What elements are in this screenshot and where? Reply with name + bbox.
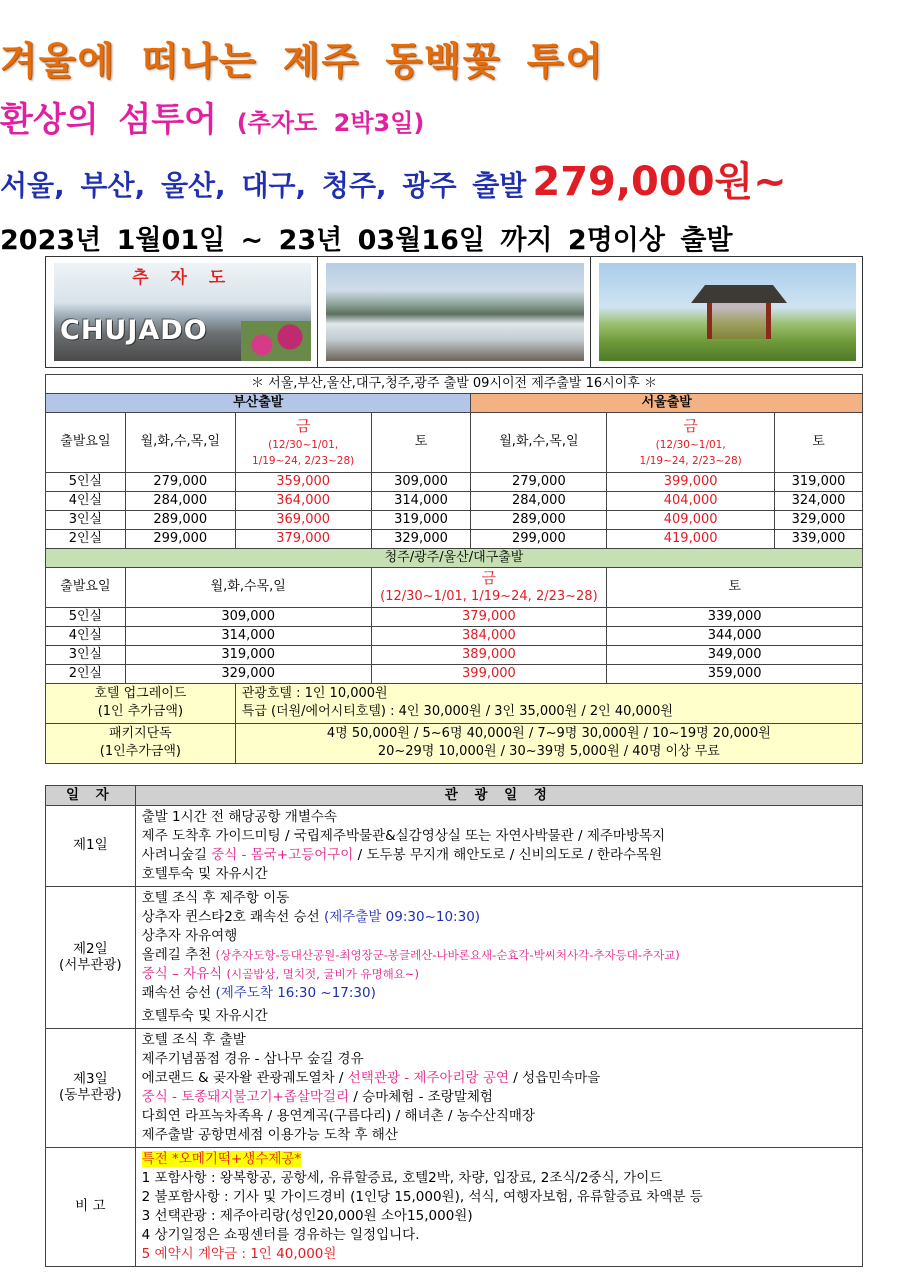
busan-header: 부산출발 bbox=[46, 394, 471, 413]
notes-content bbox=[135, 1148, 862, 1267]
schedule-day-1 bbox=[46, 806, 863, 887]
route-text: (상추자도항-등대산공원-최영장군-봉글레산-나바론요새-순효각-박씨처사각-추자등대-추자교) bbox=[215, 948, 680, 962]
room-type: 2인실 bbox=[46, 665, 126, 684]
note-line: 1 포함사항 : 왕복항공, 공항세, 유류할증료, 호텔2박, 차량, 입장료, 2조식/2중식, 가이드 bbox=[141, 1170, 663, 1186]
hotel-upgrade-label bbox=[46, 684, 236, 724]
price-cell: 399,000 bbox=[371, 665, 607, 684]
price-cell: 314,000 bbox=[125, 627, 371, 646]
room-type: 2인실 bbox=[46, 530, 126, 549]
price-cell: 369,000 bbox=[235, 511, 371, 530]
friday-label: 금 bbox=[295, 416, 311, 435]
itinerary-text: / 도두봉 무지개 해안도로 / 신비의도로 / 한라수목원 bbox=[357, 847, 663, 863]
photo-pavilion bbox=[591, 257, 862, 367]
starting-price: 279,000원~ bbox=[532, 159, 787, 205]
itinerary-line bbox=[142, 965, 856, 984]
lunch-note: (시골밥상, 멸치젓, 굴비가 유명해요~) bbox=[226, 967, 419, 981]
itinerary-line bbox=[142, 1088, 856, 1107]
price-cell: 389,000 bbox=[371, 646, 607, 665]
room-type: 4인실 bbox=[46, 627, 126, 646]
price-cell: 309,000 bbox=[371, 473, 471, 492]
photo-chujado-sign bbox=[46, 257, 318, 367]
price-cell: 399,000 bbox=[607, 473, 775, 492]
itinerary-line: 호텔투숙 및 자유시간 bbox=[141, 1008, 268, 1024]
day-content bbox=[135, 806, 862, 887]
saturday-header: 토 bbox=[607, 568, 863, 608]
price-cell: 329,000 bbox=[775, 511, 863, 530]
friday-header bbox=[607, 413, 775, 473]
chujado-sign: CHUJADO bbox=[60, 315, 208, 346]
price-cell: 319,000 bbox=[775, 473, 863, 492]
day-content bbox=[135, 887, 862, 1029]
schedule-table bbox=[45, 785, 863, 1267]
itinerary-line: 호텔 조식 후 제주항 이동 bbox=[141, 890, 290, 906]
notes-label: 비 고 bbox=[46, 1148, 136, 1267]
hotel-upgrade-line: 특급 (더원/에어시티호텔) : 4인 30,000원 / 3인 35,000원 / 2인 40,000원 bbox=[241, 704, 673, 719]
itinerary-line bbox=[142, 946, 856, 965]
price-cell: 324,000 bbox=[775, 492, 863, 511]
photo-label: 추 자 도 bbox=[132, 268, 234, 288]
table-row bbox=[46, 665, 863, 684]
itinerary-text: 상추자 퀸스타2호 쾌속선 승선 bbox=[141, 909, 320, 925]
price-cell: 319,000 bbox=[371, 511, 471, 530]
price-cell: 329,000 bbox=[371, 530, 471, 549]
price-cell: 344,000 bbox=[607, 627, 863, 646]
time-text: (제주도착 16:30 ~17:30) bbox=[215, 985, 376, 1001]
friday-note: 1/19~24, 2/23~28) bbox=[639, 455, 742, 468]
price-cell: 379,000 bbox=[371, 608, 607, 627]
day-title: 제3일 bbox=[73, 1071, 108, 1088]
friday-header bbox=[235, 413, 371, 473]
price-cell: 299,000 bbox=[471, 530, 607, 549]
itinerary-text: / 성읍민속마을 bbox=[513, 1070, 601, 1086]
price-cell: 284,000 bbox=[125, 492, 235, 511]
friday-header bbox=[371, 568, 607, 608]
photo-strip bbox=[45, 256, 863, 368]
day-label bbox=[46, 887, 136, 1029]
lunch-text: 중식 - 몸국+고등어구이 bbox=[211, 847, 354, 863]
table-row bbox=[46, 530, 863, 549]
schedule-day-header: 일 자 bbox=[46, 786, 136, 806]
itinerary-line: 상추자 자유여행 bbox=[141, 928, 238, 944]
package-details bbox=[235, 724, 862, 764]
special-benefit-line bbox=[142, 1150, 856, 1169]
price-cell: 384,000 bbox=[371, 627, 607, 646]
table-row bbox=[46, 608, 863, 627]
day-subtitle: (서부관광) bbox=[58, 956, 122, 973]
itinerary-line bbox=[142, 1069, 856, 1088]
itinerary-line: 제주출발 공항면세점 이용가능 도착 후 해산 bbox=[141, 1127, 398, 1143]
table-row bbox=[46, 627, 863, 646]
itinerary-text: / 승마체험 - 조랑말체험 bbox=[353, 1089, 493, 1105]
weekday-header: 월,화,수목,일 bbox=[125, 568, 371, 608]
day-content bbox=[135, 1029, 862, 1148]
itinerary-line: 다희연 라프녹차족욕 / 용연계곡(구름다리) / 해녀촌 / 농수산직매장 bbox=[141, 1108, 535, 1124]
price-cell: 339,000 bbox=[775, 530, 863, 549]
day-label bbox=[46, 1029, 136, 1148]
price-cell: 404,000 bbox=[607, 492, 775, 511]
schedule-day-2 bbox=[46, 887, 863, 1029]
room-type: 4인실 bbox=[46, 492, 126, 511]
day-title: 제2일 bbox=[73, 940, 108, 957]
room-type: 3인실 bbox=[46, 646, 126, 665]
package-line: 4명 50,000원 / 5~6명 40,000원 / 7~9명 30,000원 / 10~19명 20,000원 bbox=[326, 726, 771, 742]
price-cell: 279,000 bbox=[471, 473, 607, 492]
price-cell: 279,000 bbox=[125, 473, 235, 492]
price-cell: 284,000 bbox=[471, 492, 607, 511]
optional-tour-text: 선택관광 - 제주아리랑 공연 bbox=[347, 1070, 509, 1086]
price-cell: 319,000 bbox=[125, 646, 371, 665]
price-cell: 329,000 bbox=[125, 665, 371, 684]
price-cell: 289,000 bbox=[471, 511, 607, 530]
cheongju-header: 청주/광주/울산/대구출발 bbox=[46, 549, 863, 568]
itinerary-line bbox=[142, 984, 856, 1003]
hotel-upgrade-subtitle: (1인 추가금액) bbox=[97, 704, 184, 719]
itinerary-text: 올레길 추천 bbox=[141, 947, 212, 963]
table-row bbox=[46, 473, 863, 492]
price-cell: 364,000 bbox=[235, 492, 371, 511]
day-header: 출발요일 bbox=[46, 413, 126, 473]
seoul-header: 서울출발 bbox=[471, 394, 863, 413]
table-row bbox=[46, 492, 863, 511]
price-cell: 409,000 bbox=[607, 511, 775, 530]
saturday-header: 토 bbox=[371, 413, 471, 473]
hotel-upgrade-details bbox=[235, 684, 862, 724]
price-cell: 314,000 bbox=[371, 492, 471, 511]
sub-title-duration: (추자도 2박3일) bbox=[236, 109, 425, 137]
itinerary-line: 제주기념품점 경유 - 삼나무 숲길 경유 bbox=[141, 1051, 364, 1067]
price-cell: 419,000 bbox=[607, 530, 775, 549]
itinerary-text: 쾌속선 승선 bbox=[141, 985, 212, 1001]
hotel-upgrade-line: 관광호텔 : 1인 10,000원 bbox=[241, 686, 388, 702]
departure-cities: 서울, 부산, 울산, 대구, 청주, 광주 출발 bbox=[0, 169, 527, 202]
note-line: 3 선택관광 : 제주아리랑(성인20,000원 소아15,000원) bbox=[141, 1208, 473, 1224]
photo-seashore bbox=[318, 257, 590, 367]
special-benefit: 특전 *오메기떡+생수제공* bbox=[141, 1151, 302, 1167]
friday-note: (12/30~1/01, 1/19~24, 2/23~28) bbox=[380, 589, 598, 605]
sub-title bbox=[0, 92, 905, 141]
day-header: 출발요일 bbox=[46, 568, 126, 608]
lunch-text: 중식 – 자유식 bbox=[141, 966, 223, 982]
flowers-decoration bbox=[241, 321, 311, 361]
period-line: 2023년 1월01일 ~ 23년 03월16일 까지 2명이상 출발 bbox=[0, 225, 733, 256]
time-text: (제주출발 09:30~10:30) bbox=[323, 909, 481, 925]
hotel-upgrade-title: 호텔 업그레이드 bbox=[94, 686, 187, 702]
note-line: 4 상기일정은 쇼핑센터를 경유하는 일정입니다. bbox=[141, 1227, 420, 1243]
day-label: 제1일 bbox=[46, 806, 136, 887]
room-type: 5인실 bbox=[46, 608, 126, 627]
table-row bbox=[46, 646, 863, 665]
price-cell: 309,000 bbox=[125, 608, 371, 627]
price-table bbox=[45, 374, 863, 764]
table-row bbox=[46, 511, 863, 530]
weekday-header: 월,화,수,목,일 bbox=[125, 413, 235, 473]
package-title: 패키지단독 bbox=[108, 726, 172, 742]
friday-note: (12/30~1/01, bbox=[655, 439, 726, 452]
price-cell: 379,000 bbox=[235, 530, 371, 549]
itinerary-line: 호텔투숙 및 자유시간 bbox=[141, 866, 268, 882]
price-cell: 299,000 bbox=[125, 530, 235, 549]
departure-price-line bbox=[0, 150, 905, 207]
lunch-text: 중식 - 토종돼지불고기+좁살막걸리 bbox=[141, 1089, 350, 1105]
schedule-day-3 bbox=[46, 1029, 863, 1148]
friday-note: 1/19~24, 2/23~28) bbox=[252, 455, 355, 468]
friday-label: 금 bbox=[481, 568, 497, 587]
deposit-line: 5 예약시 계약금 : 1인 40,000원 bbox=[141, 1246, 337, 1262]
itinerary-line: 출발 1시간 전 해당공항 개별수속 bbox=[141, 809, 337, 825]
friday-label: 금 bbox=[683, 416, 698, 435]
note-line: 2 불포함사항 : 기사 및 가이드경비 (1인당 15,000원), 석식, 여행자보험, 유류할증료 차액분 등 bbox=[141, 1189, 703, 1205]
package-label bbox=[46, 724, 236, 764]
itinerary-line: 제주 도착후 가이드미팅 / 국립제주박물관&실감영상실 또는 자연사박물관 / 제주마방목지 bbox=[141, 828, 666, 844]
package-line: 20~29명 10,000원 / 30~39명 5,000원 / 40명 이상 무료 bbox=[377, 744, 720, 759]
itinerary-line bbox=[142, 908, 856, 927]
package-subtitle: (1인추가금액) bbox=[99, 744, 181, 759]
sub-title-main: 환상의 섬투어 bbox=[0, 100, 217, 140]
schedule-notes bbox=[46, 1148, 863, 1267]
schedule-content-header: 관 광 일 정 bbox=[135, 786, 862, 806]
main-title: 겨울에 떠나는 제주 동백꽃 투어 bbox=[0, 39, 605, 83]
friday-note: (12/30~1/01, bbox=[268, 439, 339, 452]
itinerary-line bbox=[142, 846, 856, 865]
price-cell: 349,000 bbox=[607, 646, 863, 665]
room-type: 5인실 bbox=[46, 473, 126, 492]
itinerary-text: 에코랜드 & 곶자왈 관광궤도열차 / bbox=[141, 1070, 344, 1086]
saturday-header: 토 bbox=[775, 413, 863, 473]
pavilion-icon bbox=[691, 285, 787, 345]
day-subtitle: (동부관광) bbox=[58, 1087, 122, 1103]
departure-notice: ＊ 서울,부산,울산,대구,청주,광주 출발 09시이전 제주출발 16시이후 ＊ bbox=[46, 375, 863, 394]
price-cell: 289,000 bbox=[125, 511, 235, 530]
room-type: 3인실 bbox=[46, 511, 126, 530]
price-cell: 359,000 bbox=[235, 473, 371, 492]
weekday-header: 월,화,수,목,일 bbox=[471, 413, 607, 473]
itinerary-text: 사려니숲길 bbox=[141, 847, 207, 863]
itinerary-line: 호텔 조식 후 출발 bbox=[141, 1032, 246, 1048]
price-cell: 339,000 bbox=[607, 608, 863, 627]
price-cell: 359,000 bbox=[607, 665, 863, 684]
